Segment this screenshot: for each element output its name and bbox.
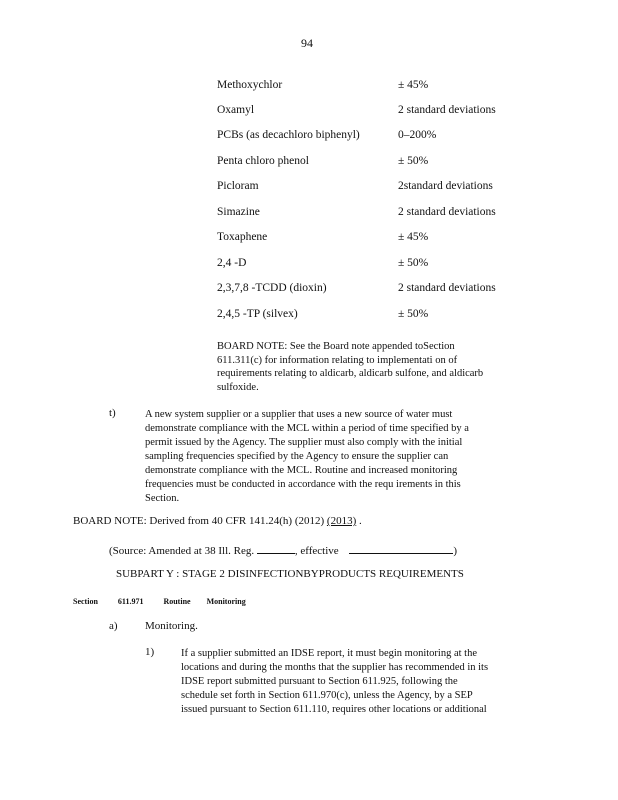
page-number: 94: [301, 36, 313, 50]
amended-year: (2013): [326, 515, 357, 527]
board-note-derived: BOARD NOTE: Derived from 40 CFR 141.24(h) (2012) (2013) .: [73, 515, 362, 527]
item-t-text: A new system supplier or a supplier that uses a new source of water must demonstrate compliance with the MCL within a period of time specified by a permit issued by the Agency. The supplier must also comply with the initial sampling frequencies specified by the Agency to ensure the supplier can demonstrate compliance with the MCL. Routine and increased monitoring frequencies must be conducted in accordance with the requ irements in this Section.: [145, 409, 469, 504]
item-t-label: t): [109, 407, 116, 419]
item-1-label: 1): [145, 646, 155, 658]
contaminant-name: 2,4,5 -TP (silvex): [217, 308, 298, 320]
contaminant-limit: ± 45%: [398, 231, 429, 243]
contaminant-limit: 2standard deviations: [398, 180, 493, 192]
contaminant-name: 2,4 -D: [217, 257, 247, 269]
contaminant-name: Simazine: [217, 206, 260, 218]
section-heading: Section 611.971 Routine Monitoring: [73, 597, 246, 606]
contaminant-name: Toxaphene: [217, 231, 268, 243]
contaminant-limit: ± 50%: [398, 155, 429, 167]
item-a-label: a): [109, 620, 118, 632]
contaminant-limit: 2 standard deviations: [398, 206, 496, 218]
contaminant-name: 2,3,7,8 -TCDD (dioxin): [217, 282, 327, 294]
contaminant-name: Picloram: [217, 180, 259, 192]
contaminant-limit: 2 standard deviations: [398, 104, 496, 116]
reg-page-blank: [257, 543, 295, 554]
contaminant-limit: ± 45%: [398, 79, 429, 91]
board-note-aldicarb: BOARD NOTE: See the Board note appended toSection 611.311(c) for information relating to implementati on of requirements relating to aldicarb, aldicarb sulfone, and aldicarb sulfoxide.: [217, 341, 484, 393]
subpart-heading: SUBPART Y : STAGE 2 DISINFECTIONBYPRODUCTS REQUIREMENTS: [116, 568, 464, 580]
contaminant-limit: ± 50%: [398, 308, 429, 320]
contaminant-name: PCBs (as decachloro biphenyl): [217, 129, 360, 141]
effective-date-blank: [349, 543, 453, 554]
source-line: (Source: Amended at 38 Ill. Reg. , effective ): [109, 545, 458, 557]
contaminant-name: Oxamyl: [217, 104, 255, 116]
contaminant-limit: 0–200%: [398, 129, 437, 141]
contaminant-name: Penta chloro phenol: [217, 155, 309, 167]
item-1-text: If a supplier submitted an IDSE report, it must begin monitoring at the locations and during the months that the supplier has recommended in its IDSE report submitted pursuant to Section 611.925, following the schedule set forth in Section 611.970(c), unless the Agency, by a SEP issued pursuant to Section 611.110, requires other locations or additional: [181, 648, 489, 715]
contaminant-name: Methoxychlor: [217, 79, 283, 91]
item-a-text: Monitoring.: [145, 620, 198, 632]
contaminant-limit: 2 standard deviations: [398, 282, 496, 294]
contaminant-limit: ± 50%: [398, 257, 429, 269]
